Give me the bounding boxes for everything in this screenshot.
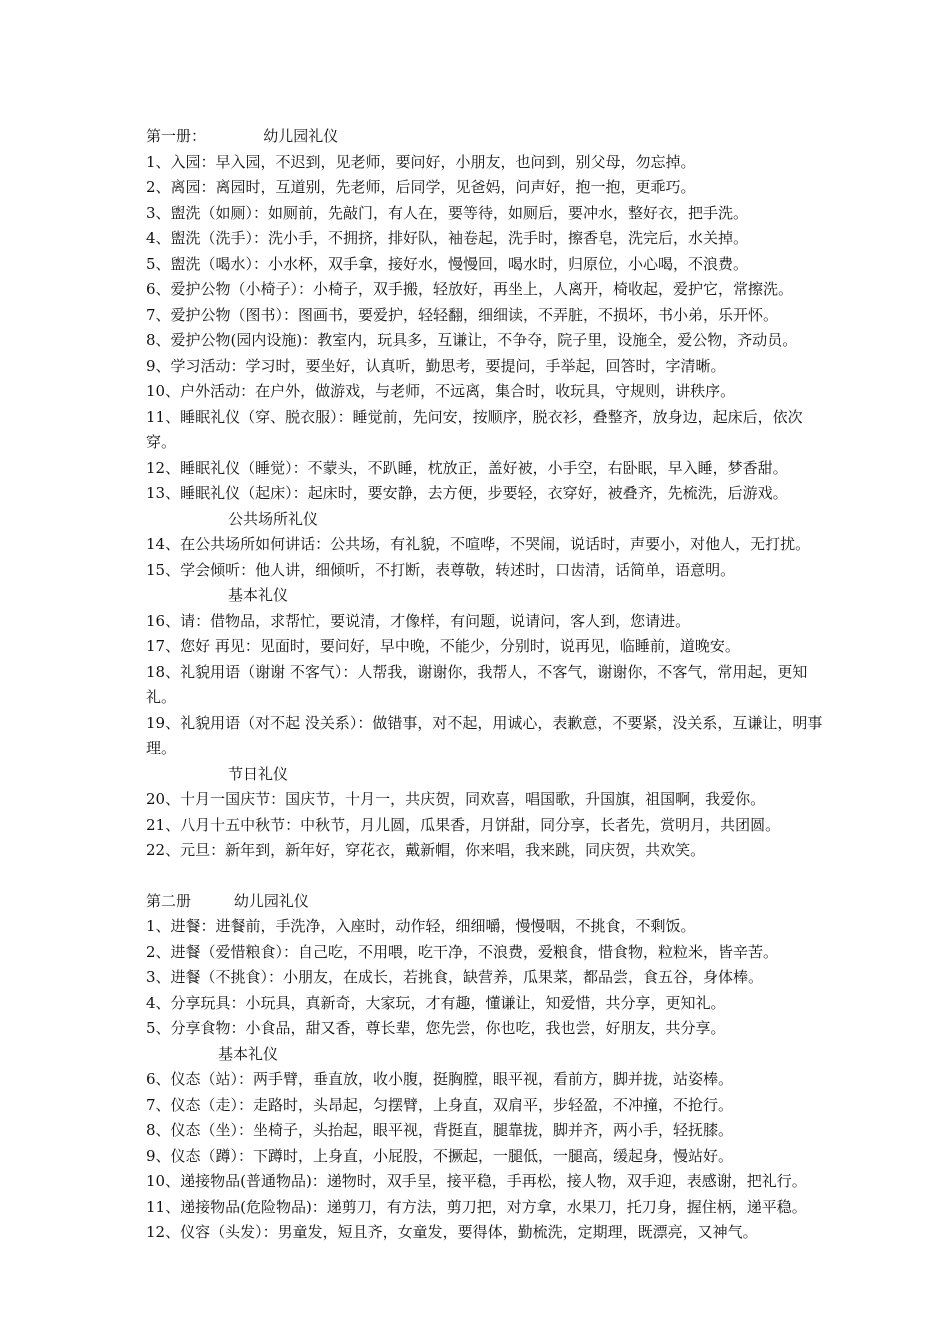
list-item: 12、仪容（头发）：男童发，短且齐，女童发，要得体，勤梳洗，定期理，既漂亮，又神气。 — [146, 1223, 758, 1241]
list-item: 3、进餐（不挑食）：小朋友，在成长，若挑食，缺营养，瓜果菜，都品尝，食五谷，身体棒。 — [146, 968, 764, 986]
list-item: 10、户外活动：在户外，做游戏，与老师，不远离，集合时，收玩具，守规则，讲秩序。 — [146, 382, 736, 400]
list-item: 2、离园：离园时，互道别，先老师，后同学，见爸妈，问声好，抱一抱，更乖巧。 — [146, 178, 696, 196]
list-item: 15、学会倾听：他人讲，细倾听，不打断，表尊敬，转述时，口齿清，话简单，语意明。 — [146, 560, 736, 579]
list-item: 14、在公共场所如何讲话：公共场，有礼貌，不喧哗，不哭闹，说话时，声要小，对他人，无打扰。 — [146, 535, 811, 553]
spacer — [146, 864, 826, 889]
list-item: 8、仪态（坐）：坐椅子，头抬起，眼平视，背挺直，腿靠拢，脚并齐，两小手，轻抚膝。 — [146, 1121, 734, 1139]
list-item: 20、十月一国庆节：国庆节，十月一，共庆贺，同欢喜，唱国歌，升国旗，祖国啊，我爱你。 — [146, 790, 766, 808]
list-item: 6、仪态（站）：两手臂，垂直放，收小腹，挺胸膛，眼平视，看前方，脚并拢，站姿棒。 — [146, 1070, 734, 1088]
list-item: 22、元旦：新年到，新年好，穿花衣，戴新帽，你来唱，我来跳，同庆贺，共欢笑。 — [146, 841, 706, 859]
volume-2-heading: 第二册 幼儿园礼仪 — [146, 891, 309, 910]
list-item: 8、爱护公物(园内设施)：教室内，玩具多，互谦让，不争夺，院子里，设施全，爱公物，齐动员。 — [146, 331, 798, 349]
section-heading-festival: 节日礼仪 — [228, 764, 289, 783]
list-item: 9、仪态（蹲）：下蹲时，上身直，小屁股，不撅起，一腿低，一腿高，缓起身，慢站好。 — [146, 1146, 734, 1165]
list-item: 1、进餐：进餐前，手洗净，入座时，动作轻，细细嚼，慢慢咽，不挑食，不剩饭。 — [146, 917, 696, 935]
list-item: 5、分享食物：小食品，甜又香，尊长辈，您先尝，你也吃，我也尝，好朋友，共分享。 — [146, 1019, 726, 1037]
document-page — [146, 124, 826, 1246]
list-item: 18、礼貌用语（谢谢 不客气）：人帮我，谢谢你，我帮人，不客气，谢谢你，不客气，常用起，更知礼。 — [146, 662, 808, 706]
section-heading-basic: 基本礼仪 — [228, 586, 289, 604]
list-item: 17、您好 再见：见面时，要问好，早中晚，不能少，分别时，说再见，临睡前，道晚安。 — [146, 637, 740, 655]
list-item: 2、进餐（爱惜粮食）：自己吃，不用喂，吃干净，不浪费，爱粮食，惜食物，粒粒米，皆辛苦。 — [146, 942, 779, 961]
list-item: 5、盥洗（喝水）：小水杯，双手拿，接好水，慢慢回，喝水时，归原位，小心喝，不浪费。 — [146, 254, 749, 273]
basic-list-2 — [146, 1067, 826, 1246]
list-item: 1、入园：早入园，不迟到，见老师，要问好，小朋友，也问到，别父母，勿忘掉。 — [146, 152, 696, 171]
list-item: 19、礼貌用语（对不起 没关系）：做错事，对不起，用诚心，表歉意，不要紧，没关系，互谦让，明事理。 — [146, 713, 823, 757]
list-item: 7、爱护公物（图书）：图画书，要爱护，轻轻翻，细细读，不弄脏，不损坏，书小弟，乐开怀。 — [146, 305, 779, 324]
list-item: 4、分享玩具：小玩具，真新奇，大家玩，才有趣，懂谦让，知爱惜，共分享，更知礼。 — [146, 993, 726, 1012]
list-item: 11、递接物品(危险物品)：递剪刀，有方法，剪刀把，对方拿，水果刀，托刀身，握住柄，递平稳。 — [146, 1197, 807, 1216]
list-item: 4、盥洗（洗手）：洗小手，不拥挤，排好队，袖卷起，洗手时，擦香皂，洗完后，水关掉。 — [146, 229, 749, 247]
section-heading-public: 公共场所礼仪 — [228, 509, 319, 528]
list-item: 16、请：借物品，求帮忙，要说清，才像样，有问题，说请问，客人到，您请进。 — [146, 611, 691, 630]
list-item: 9、学习活动：学习时，要坐好，认真听，勤思考，要提问，手举起，回答时，字清晰。 — [146, 356, 726, 375]
volume-1-heading: 第一册： 幼儿园礼仪 — [146, 127, 339, 145]
volume-2-list — [146, 914, 826, 1042]
list-item: 10、递接物品(普通物品)：递物时，双手呈，接平稳，手再松，接人物，双手迎，表感谢，把礼行。 — [146, 1172, 807, 1190]
list-item: 6、爱护公物（小椅子）：小椅子，双手搬，轻放好，再坐上，人离开，椅收起，爱护它，常擦洗。 — [146, 280, 794, 298]
list-item: 7、仪态（走）：走路时，头昂起，匀摆臂，上身直，双肩平，步轻盈，不冲撞，不抢行。 — [146, 1095, 734, 1114]
list-item: 3、盥洗（如厕）：如厕前，先敲门，有人在，要等待，如厕后，要冲水，整好衣，把手洗。 — [146, 203, 749, 222]
list-item: 11、睡眠礼仪（穿、脱衣服）：睡觉前，先问安，按顺序，脱衣衫，叠整齐，放身边，起床后，依次穿。 — [146, 407, 803, 451]
volume-1-list — [146, 150, 826, 507]
list-item: 13、睡眠礼仪（起床）：起床时，要安静，去方便，步要轻，衣穿好，被叠齐，先梳洗，后游戏。 — [146, 484, 788, 502]
list-item: 21、八月十五中秋节：中秋节，月儿圆，瓜果香，月饼甜，同分享，长者先，赏明月，共团圆。 — [146, 815, 781, 834]
basic-list — [146, 609, 826, 762]
list-item: 12、睡眠礼仪（睡觉）：不蒙头，不趴睡，枕放正，盖好被，小手空，右卧眠，早入睡，梦香甜。 — [146, 458, 788, 477]
festival-list — [146, 787, 826, 864]
public-list — [146, 532, 826, 583]
section-heading-basic-2: 基本礼仪 — [218, 1044, 279, 1063]
